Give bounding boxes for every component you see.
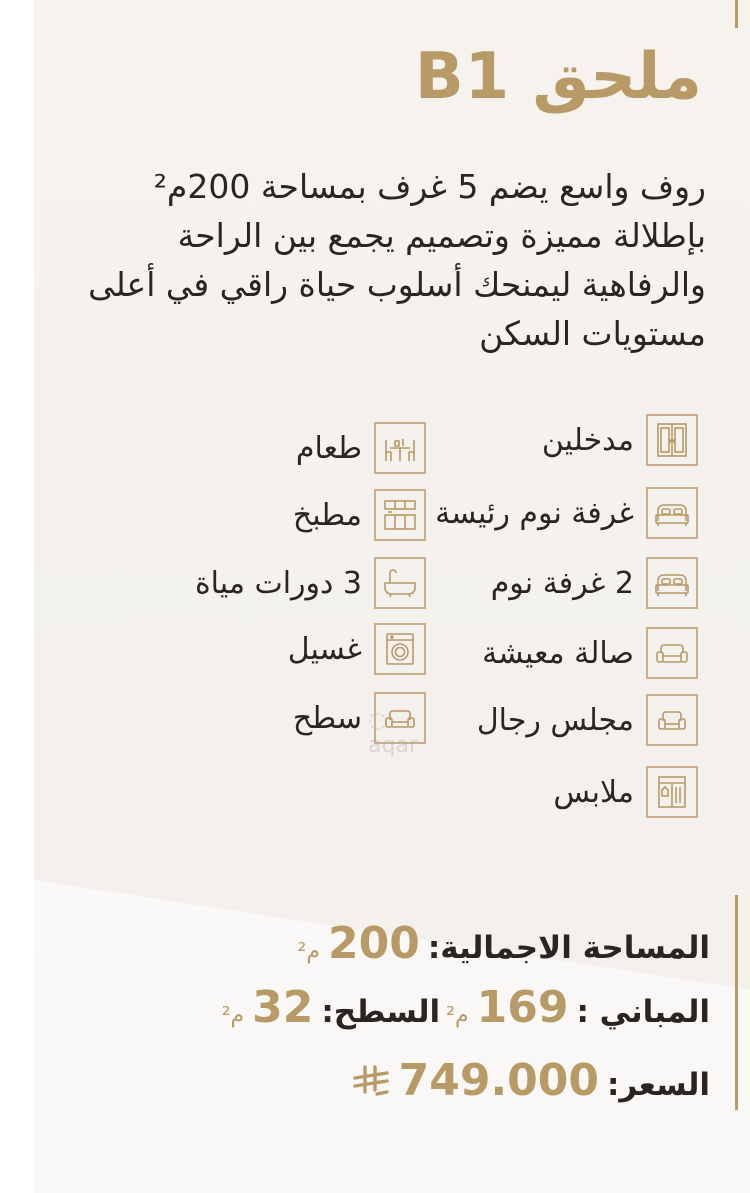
stat-price bbox=[351, 1055, 710, 1106]
feature-majlis bbox=[477, 692, 698, 748]
feature-laundry bbox=[288, 621, 426, 677]
unit-title bbox=[415, 40, 702, 114]
armchair-icon bbox=[646, 694, 698, 746]
roof-label: السطح: bbox=[321, 994, 441, 1030]
feature-label: غسيل bbox=[287, 631, 362, 667]
feature-label: 2 غرفة نوم bbox=[490, 565, 634, 601]
feature-dining bbox=[296, 420, 426, 476]
price-label: السعر: bbox=[607, 1067, 710, 1103]
bed-icon bbox=[646, 557, 698, 609]
roof-value: 32 bbox=[252, 982, 314, 1033]
watermark-logo: ◌ aqar bbox=[368, 708, 418, 758]
feature-label: مجلس رجال bbox=[476, 702, 634, 738]
feature-master-bedroom bbox=[435, 485, 698, 541]
riyal-icon bbox=[351, 1064, 391, 1098]
unit-label: م² bbox=[446, 1003, 469, 1028]
feature-label: سطح bbox=[292, 700, 362, 736]
dining-icon bbox=[374, 422, 426, 474]
sofa-icon bbox=[646, 627, 698, 679]
feature-label: صالة معيشة bbox=[482, 635, 634, 671]
feature-label: ملابس bbox=[553, 774, 634, 810]
accent-bar-bottom bbox=[735, 895, 738, 1110]
title-code: B1 bbox=[414, 40, 511, 114]
feature-label: مدخلين bbox=[541, 422, 634, 458]
feature-label: غرفة نوم رئيسة bbox=[435, 495, 634, 531]
bed-icon bbox=[646, 487, 698, 539]
stat-total-area bbox=[298, 918, 710, 969]
price-value: 749.000 bbox=[398, 1055, 599, 1106]
buildings-value: 169 bbox=[476, 982, 569, 1033]
feature-entrances bbox=[542, 412, 698, 468]
total-area-value: 200 bbox=[328, 918, 420, 969]
unit-label: م² bbox=[297, 939, 320, 964]
buildings-label: المباني : bbox=[576, 994, 710, 1030]
feature-label: طعام bbox=[295, 430, 362, 466]
double-door-icon bbox=[646, 414, 698, 466]
total-area-label: المساحة الاجمالية: bbox=[427, 930, 710, 966]
kitchen-icon bbox=[374, 489, 426, 541]
feature-label: 3 دورات مياة bbox=[194, 565, 362, 601]
unit-label: م² bbox=[221, 1003, 245, 1028]
stat-buildings-roof bbox=[222, 982, 710, 1033]
unit-description: روف واسع يضم 5 غرف بمساحة 200م² بإطلالة مميزة وتصميم يجمع بين الراحة والرفاهية ليمنحك أسلوب حياة راقي في أعلى مستويات السكن bbox=[88, 167, 706, 353]
feature-bedrooms bbox=[491, 555, 698, 611]
title-prefix: ملحق bbox=[532, 40, 702, 114]
feature-label: مطبخ bbox=[292, 497, 362, 533]
accent-bar-top bbox=[735, 0, 738, 28]
wardrobe-icon bbox=[646, 766, 698, 818]
feature-kitchen bbox=[293, 487, 426, 543]
bathtub-icon bbox=[374, 557, 426, 609]
feature-living-room bbox=[482, 625, 698, 681]
feature-bathrooms bbox=[195, 555, 426, 611]
washer-icon bbox=[374, 623, 426, 675]
feature-wardrobe bbox=[553, 764, 698, 820]
